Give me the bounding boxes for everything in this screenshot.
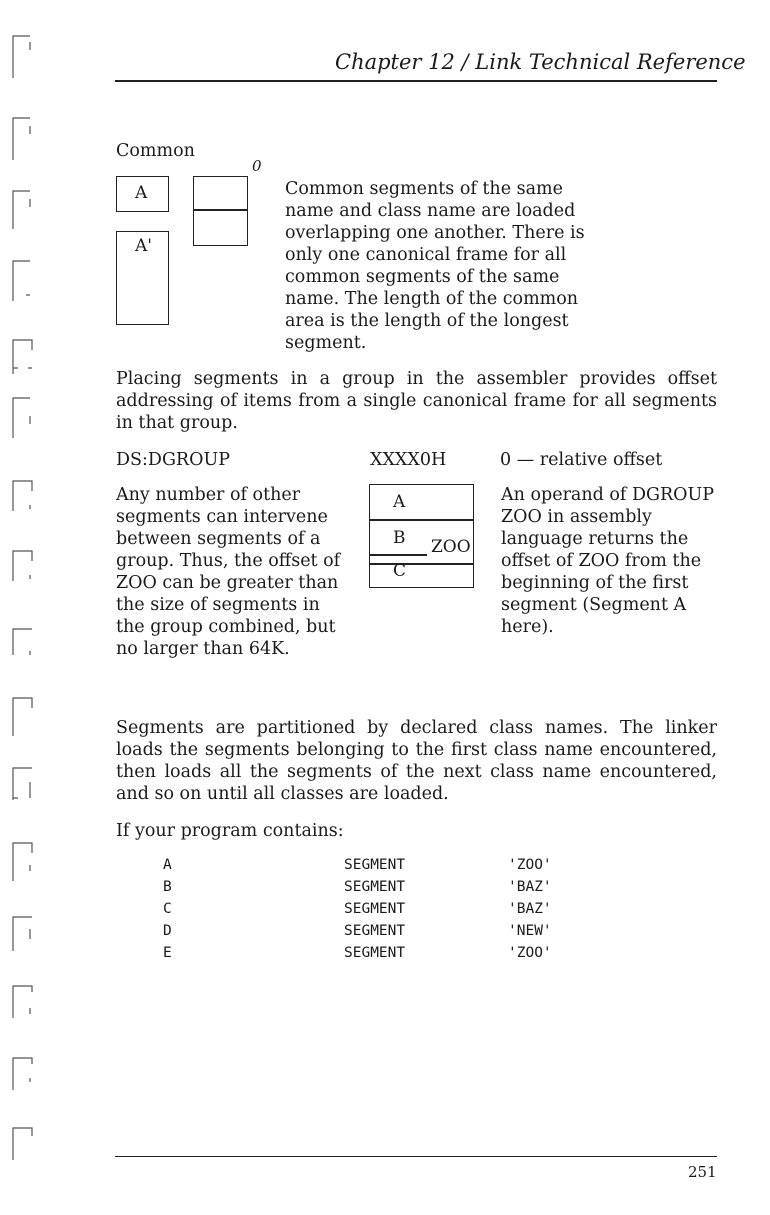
binding-mark [10,615,34,665]
zoo-marker: ZOO [431,537,471,557]
binding-mark [10,978,34,1028]
listing-class: 'NEW' [508,923,552,939]
class-paragraph: Segments are partitioned by declared class names. The linker loads the segments belonging to the first class name encountered, then loads all the segments of the next class name encountered, and so on until all classes are loaded. [116,718,717,804]
binding-mark [10,835,34,885]
binding-mark [10,905,34,955]
group-divider-1 [369,519,474,521]
group-paragraph: Placing segments in a group in the assembler provides offset addressing of items from a single canonical frame for all segments in that group. [116,369,717,433]
listing-keyword: SEGMENT [344,923,406,939]
listing-name: B [163,879,172,895]
binding-mark [10,1050,34,1100]
group-right-text: An operand of DGROUP ZOO in assembly language returns the offset of ZOO from the beginning of the first segment (Segment A here). [501,485,715,637]
binding-mark [10,1120,34,1170]
listing-class: 'BAZ' [508,901,552,917]
common-description: Common segments of the same name and class name are loaded overlapping one another. There is only one canonical frame for all common segments of the same name. The length of the common area is the length of the longest segment. [285,179,585,353]
common-area-divider [193,209,248,211]
listing-name: C [163,901,172,917]
binding-mark [10,112,34,162]
listing-name: E [163,945,172,961]
group-segment-c: C [393,561,407,581]
group-divider-3 [369,563,474,565]
binding-mark [10,760,34,810]
frame-address-label: XXXX0H [370,450,447,470]
listing-name: A [163,857,172,873]
group-divider-2 [369,554,427,556]
segment-a-prime-box [116,231,169,325]
page-header-title: Chapter 12 / Link Technical Reference [335,50,746,74]
binding-mark [10,392,34,442]
listing-keyword: SEGMENT [344,857,406,873]
binding-mark [10,30,34,80]
binding-mark [10,255,34,305]
group-left-text: Any number of other segments can intervene between segments of a group. Thus, the offset of ZOO can be greater than the size of segments in the group combined, but no larger than 64K. [116,485,341,659]
binding-mark [10,690,34,740]
page-number: 251 [688,1163,717,1181]
binding-mark [10,475,34,525]
group-segment-b: B [393,528,406,548]
footer-rule [115,1156,717,1157]
segment-a-box [116,176,169,212]
program-intro: If your program contains: [116,821,344,841]
listing-keyword: SEGMENT [344,945,406,961]
common-heading: Common [116,141,195,161]
listing-keyword: SEGMENT [344,879,406,895]
header-rule [115,80,717,82]
listing-name: D [163,923,172,939]
binding-mark [10,545,34,595]
group-box [369,484,474,588]
common-area-box [193,176,248,246]
listing-class: 'ZOO' [508,857,552,873]
binding-mark [10,330,34,380]
segment-a-prime-label: A' [135,236,152,256]
segment-a-label: A [135,183,148,203]
group-segment-a: A [393,492,406,512]
relative-offset-label: 0 — relative offset [500,450,663,470]
binding-mark [10,185,34,235]
dgroup-label: DS:DGROUP [116,450,230,470]
listing-class: 'ZOO' [508,945,552,961]
listing-class: 'BAZ' [508,879,552,895]
listing-keyword: SEGMENT [344,901,406,917]
origin-mark: 0 [252,157,262,175]
